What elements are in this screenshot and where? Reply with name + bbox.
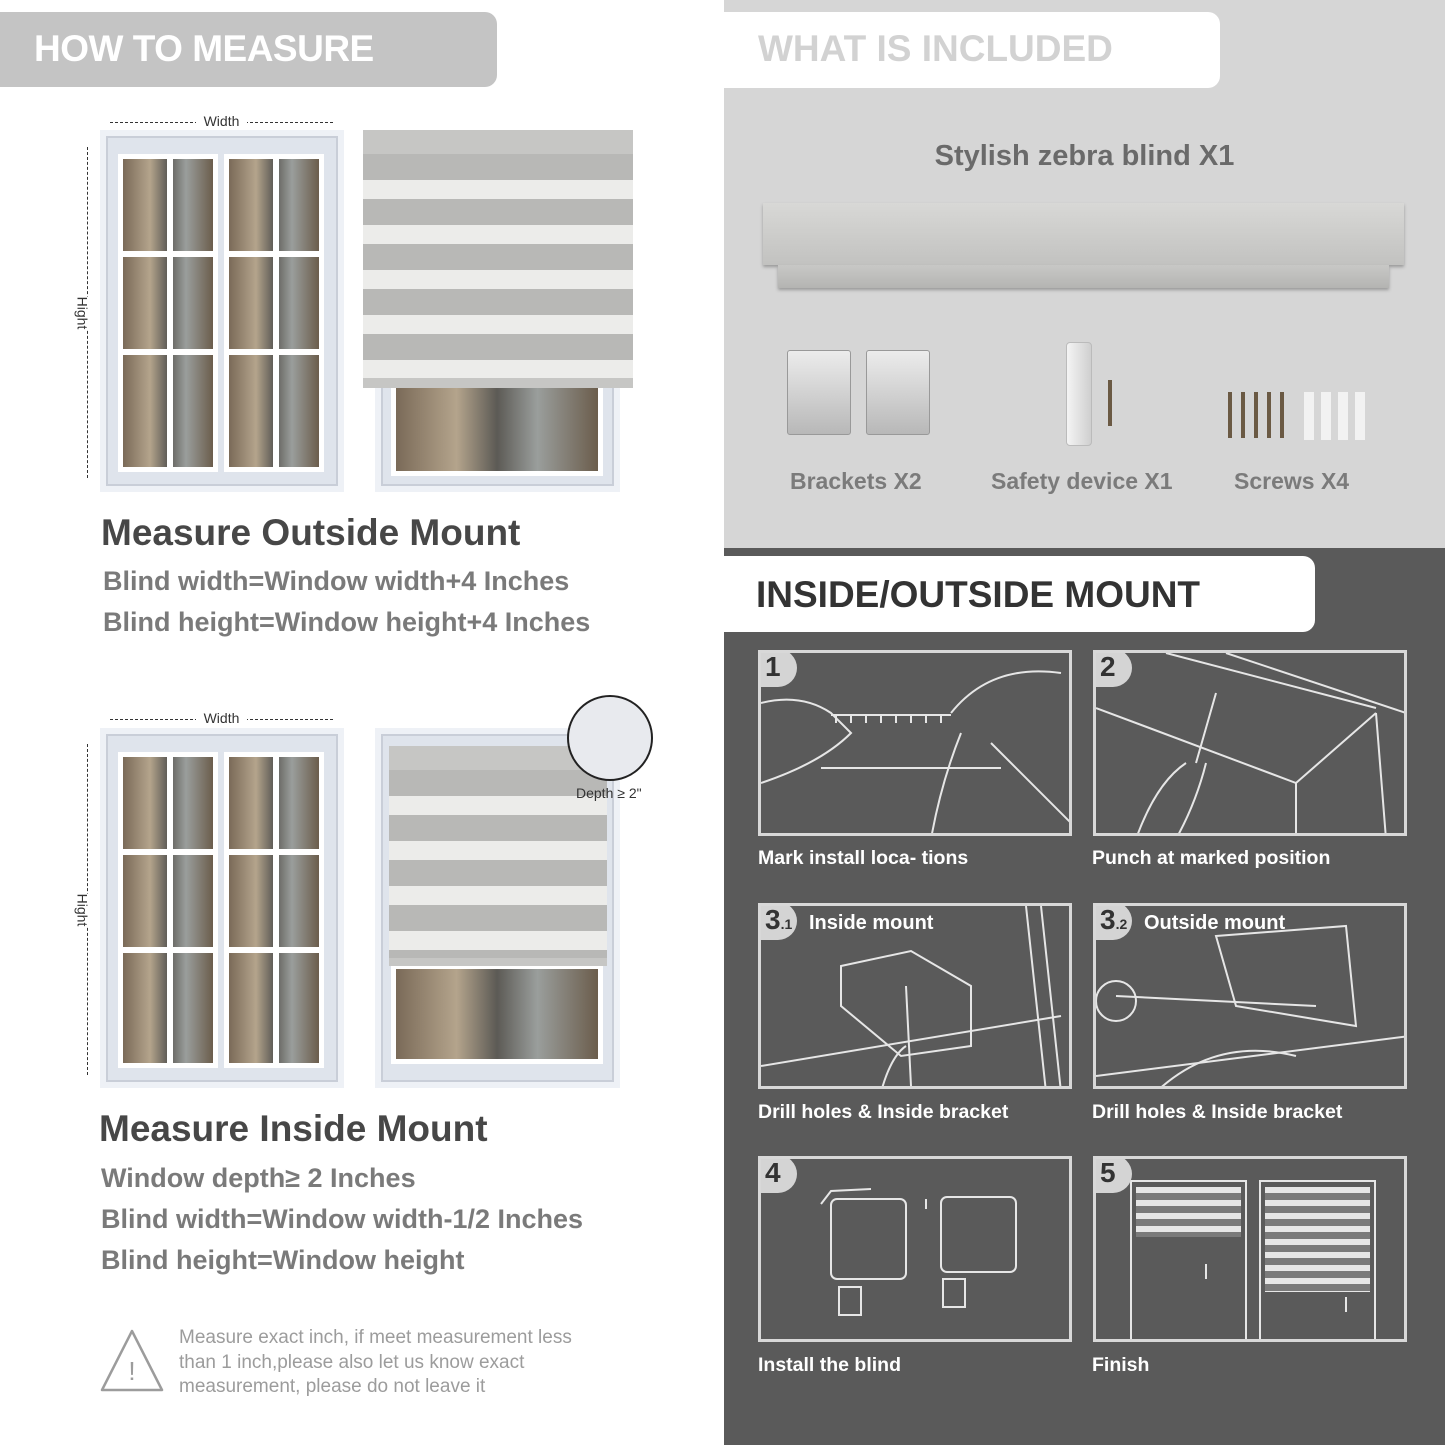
screws-icon [1228, 392, 1288, 438]
bracket-icon [787, 350, 851, 435]
step-1-caption: Mark install loca- tions [758, 847, 969, 869]
step-2-caption: Punch at marked position [1092, 847, 1331, 869]
width-label: Width [196, 710, 248, 726]
height-label: Hight [74, 296, 91, 330]
step-number-badge: 1 [758, 650, 797, 687]
warning-text [179, 1326, 572, 1400]
blind-bottom-rail [778, 265, 1389, 288]
rule-line: Blind width=Window width-1/2 Inches [101, 1204, 584, 1234]
window-with-blind [375, 728, 620, 1088]
safety-device-label: Safety device X1 [991, 468, 1173, 494]
step-1-panel [758, 650, 1072, 836]
outside-mount-title: Measure Outside Mount [101, 512, 521, 553]
how-to-measure-header: HOW TO MEASURE [0, 12, 497, 87]
step-3-1-caption: Drill holes & Inside bracket [758, 1101, 1009, 1123]
inside-outside-mount-header: INSIDE/OUTSIDE MOUNT [724, 556, 1315, 632]
warning-line: than 1 inch,please also let us know exact [179, 1351, 525, 1373]
zebra-blind-label: Stylish zebra blind X1 [934, 140, 1235, 172]
what-is-included-header: WHAT IS INCLUDED [724, 12, 1220, 88]
safety-device-icon [1066, 342, 1092, 446]
screws-label: Screws X4 [1234, 468, 1350, 494]
step-title: Outside mount [1144, 912, 1286, 934]
inside-mount-rules [101, 1158, 583, 1281]
wall-anchors-icon [1304, 392, 1370, 440]
step-title: Inside mount [809, 912, 934, 934]
outside-mount-rules [103, 561, 590, 643]
inside-mount-title: Measure Inside Mount [99, 1108, 488, 1149]
step-number-badge: 4 [758, 1156, 797, 1193]
rule-line: Window depth≥ 2 Inches [101, 1163, 416, 1193]
width-dimension [110, 710, 333, 726]
rule-line: Blind width=Window width+4 Inches [103, 566, 570, 596]
step-3-2-caption: Drill holes & Inside bracket [1092, 1101, 1343, 1123]
step-5-caption: Finish [1092, 1354, 1150, 1376]
zebra-blind-outside [363, 130, 633, 388]
rule-line: Blind height=Window height [101, 1245, 465, 1275]
step-2-panel [1093, 650, 1407, 836]
step-number-badge: 3.2 [1093, 903, 1132, 940]
step-3-1-panel [758, 903, 1072, 1089]
step-number-badge: 3.1 [758, 903, 797, 940]
blind-headrail [763, 203, 1404, 265]
width-dimension [110, 113, 333, 129]
height-label: Hight [74, 893, 91, 927]
window-illustration [100, 130, 344, 492]
step-4-panel [758, 1156, 1072, 1342]
brackets-label: Brackets X2 [790, 468, 922, 494]
depth-detail-circle [567, 695, 653, 781]
rule-line: Blind height=Window height+4 Inches [103, 607, 591, 637]
step-3-2-panel [1093, 903, 1407, 1089]
width-label: Width [196, 113, 248, 129]
screw-icon [1108, 380, 1112, 426]
depth-label: Depth ≥ 2" [576, 785, 642, 801]
step-5-panel [1093, 1156, 1407, 1342]
svg-text:!: ! [128, 1356, 136, 1386]
step-number-badge: 2 [1093, 650, 1132, 687]
warning-triangle-icon [99, 1328, 165, 1394]
window-illustration [100, 728, 344, 1088]
step-number-badge: 5 [1093, 1156, 1132, 1193]
warning-line: Measure exact inch, if meet measurement less [179, 1327, 572, 1348]
warning-line: measurement, please do not leave it [179, 1376, 486, 1397]
step-4-caption: Install the blind [758, 1354, 902, 1376]
bracket-icon [866, 350, 930, 435]
